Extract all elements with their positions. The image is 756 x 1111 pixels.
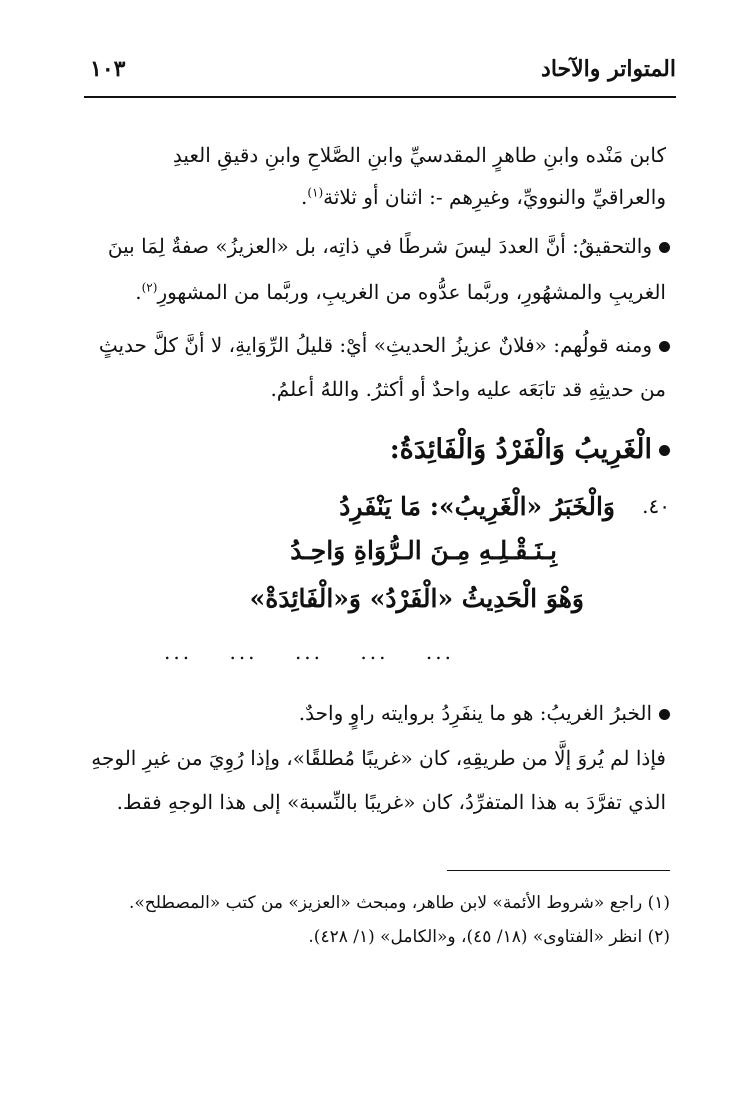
verse-line-1: وَالْخَبَرُ «الْغَرِيبُ»: مَا يَنْفَرِدُ (339, 492, 615, 521)
paragraph-text: والتحقيقُ: أنَّ العددَ ليسَ شرطًا في ذاتِه، بل «العزيزُ» صفةٌ لِمَا بينَ (107, 234, 652, 258)
verse-number: ٤٠. (642, 494, 670, 518)
section-heading (390, 432, 670, 468)
page-number: ١٠٣ (90, 56, 126, 82)
paragraph-line: كابن مَنْده وابنِ طاهرٍ المقدسيِّ وابنِ الصَّلاحِ وابنِ دقيقِ العيدِ (172, 143, 666, 167)
period: . (300, 185, 308, 209)
heading-text: الْغَرِيبُ وَالْفَرْدُ وَالْفَائِدَةُ: (389, 434, 652, 465)
page-header (84, 56, 676, 96)
footnote-2: (٢) انظر «الفتاوى» (١٨/ ٤٥)، و«الكامل» (١/ ٤٢٨). (308, 927, 670, 947)
verse-block (84, 490, 670, 640)
bullet-icon (659, 341, 670, 352)
paragraph-text: ومنه قولُهم: «فلانٌ عزيزُ الحديثِ» أيْ: قليلُ الرِّوَايةِ، لا أنَّ كلَّ حديثٍ (98, 333, 652, 357)
ellipsis: ... (425, 640, 454, 664)
verse-line-2: بِـنَـقْـلِـهِ مِـنَ الـرُّوَاةِ وَاحِـدُ (290, 536, 557, 565)
footnote-rule (447, 870, 670, 871)
bullet-icon (659, 445, 670, 456)
ellipsis: ... (164, 640, 193, 664)
ellipsis-separator (164, 640, 454, 664)
paragraph-line (84, 331, 670, 359)
footnote-ref[interactable]: (٢) (141, 280, 158, 295)
period: . (135, 280, 142, 304)
paragraph-text: الغريبِ والمشهُورِ، وربَّما عدُّوه من الغريبِ، وربَّما من المشهورِ (157, 280, 666, 304)
paragraph-line (84, 232, 670, 260)
bullet-icon (659, 242, 670, 253)
verse-line-3: وَهْوَ الْحَدِيثُ «الْفَرْدُ» وَ«الْفَائِدَةْ» (249, 584, 584, 613)
running-title: المتواتر والآحاد (541, 56, 676, 82)
footnote-ref[interactable]: (١) (307, 185, 324, 200)
paragraph-line (84, 183, 666, 211)
definition-text: الخبرُ الغريبُ: هو ما ينفَرِدُ بروايته راوٍ واحدٌ. (298, 701, 652, 725)
ellipsis: ... (294, 640, 324, 664)
ellipsis: ... (229, 640, 258, 664)
bullet-icon (659, 709, 670, 720)
definition-line: فإذا لم يُروَ إلَّا من طريقِهِ، كان «غريبًا مُطلقًا»، وإذا رُوِيَ من غيرِ الوجهِ (91, 746, 666, 770)
paragraph-text: والعراقيِّ والنوويِّ، وغيرِهم -: اثنان أو ثلاثة (323, 185, 666, 209)
definition-line (84, 699, 670, 727)
paragraph-line: من حديثِهِ قد تابَعَه عليه واحدٌ أو أكثرُ. واللهُ أعلمُ. (270, 377, 666, 401)
footnote-1: (١) راجع «شروط الأئمة» لابن طاهر، ومبحث «العزيز» من كتب «المصطلح». (129, 893, 670, 913)
header-rule (84, 96, 676, 98)
definition-line: الذي تفرَّدَ به هذا المتفرِّدُ، كان «غريبًا بالنِّسبة» إلى هذا الوجهِ فقط. (116, 790, 666, 814)
ellipsis: ... (360, 640, 389, 664)
paragraph-line (84, 278, 666, 306)
